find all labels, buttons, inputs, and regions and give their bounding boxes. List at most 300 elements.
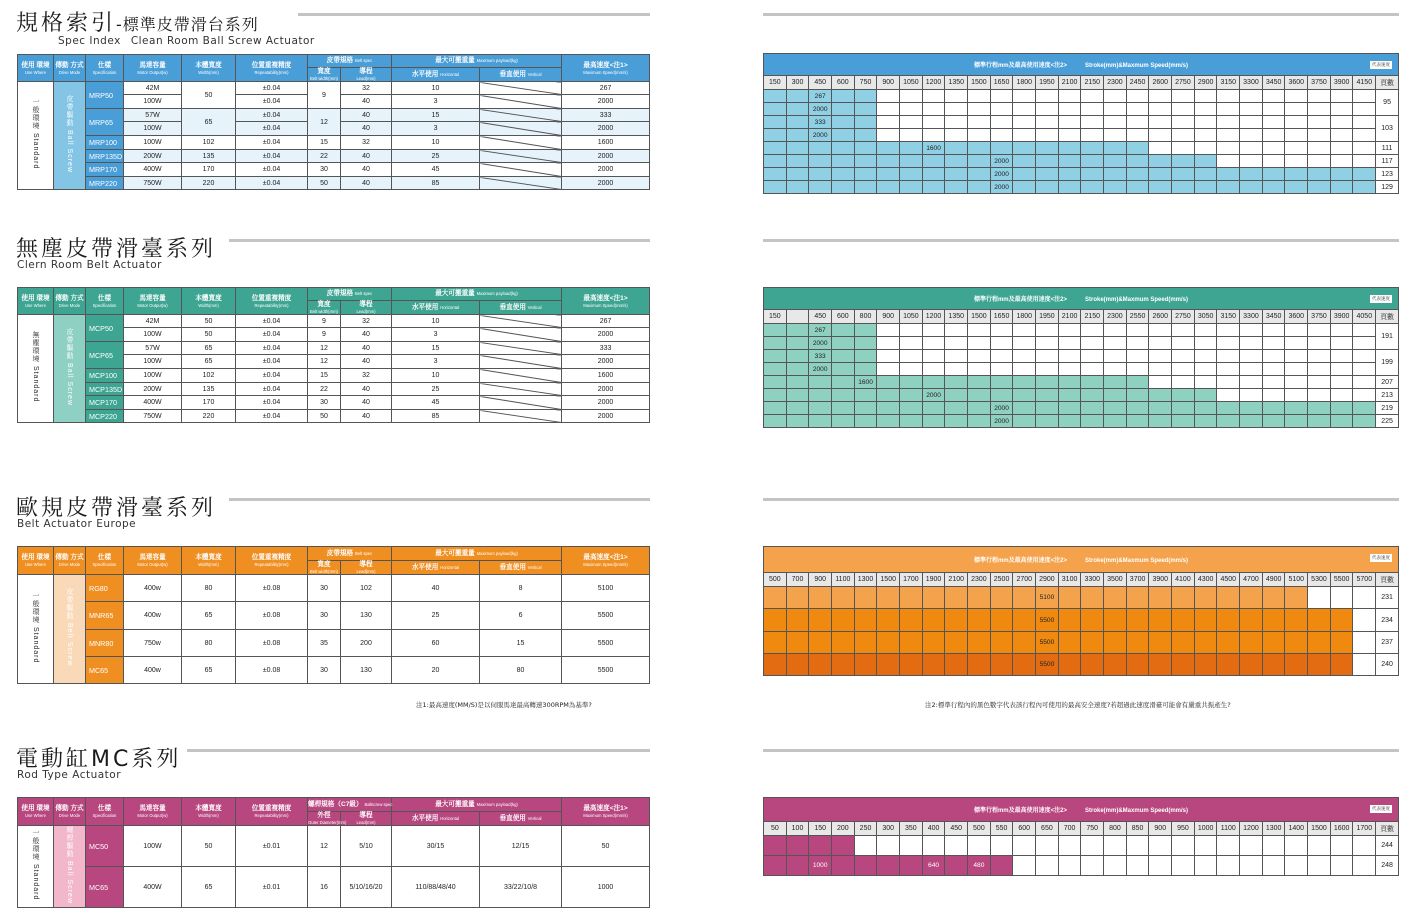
horizontal-cell: 110/88/48/40 xyxy=(392,867,480,908)
belt-width-cell: 30 xyxy=(308,657,341,684)
horizontal-cell: 40 xyxy=(392,575,480,602)
header-width: 本體寬度 Width(mm) xyxy=(182,547,236,575)
stroke-empty-cell xyxy=(1353,856,1376,876)
stroke-bar-cell xyxy=(1013,609,1036,632)
stroke-empty-cell xyxy=(1172,363,1195,376)
header-width: 本體寬度 Width(mm) xyxy=(182,798,236,826)
stroke-empty-cell xyxy=(1172,129,1195,142)
stroke-bar-cell xyxy=(1036,181,1059,194)
header-spec: 仕樣 Specification xyxy=(86,55,124,82)
section-subtitle: Belt Actuator Europe xyxy=(17,518,137,530)
horizontal-cell: 45 xyxy=(392,163,480,177)
motor-cell: 57W xyxy=(124,109,182,122)
stroke-empty-cell xyxy=(900,90,923,103)
table-row xyxy=(18,383,650,396)
model-cell: MCP220 xyxy=(86,410,124,423)
stroke-label: 1350 xyxy=(945,310,968,324)
stroke-empty-cell xyxy=(945,129,968,142)
stroke-empty-cell xyxy=(1194,324,1217,337)
stroke-bar-cell xyxy=(832,587,855,609)
stroke-bar-cell xyxy=(990,389,1013,402)
page-number: 237 xyxy=(1376,632,1399,654)
stroke-label: 1700 xyxy=(900,573,923,587)
stroke-empty-cell xyxy=(1149,90,1172,103)
stroke-bar-cell xyxy=(1217,181,1240,194)
stroke-bar-cell: 1600 xyxy=(854,376,877,389)
page-header: 頁數 xyxy=(1376,822,1399,836)
stroke-empty-cell xyxy=(1262,155,1285,168)
rep-cell: ±0.04 xyxy=(236,328,308,342)
stroke-bar-cell xyxy=(1262,609,1285,632)
rep-cell: ±0.04 xyxy=(236,163,308,177)
stroke-bar-cell xyxy=(1353,168,1376,181)
stroke-label: 200 xyxy=(832,822,855,836)
stroke-bar-cell xyxy=(1126,142,1149,155)
stroke-label: 3750 xyxy=(1308,310,1331,324)
stroke-bar-cell xyxy=(1308,168,1331,181)
stroke-bar-cell xyxy=(1058,587,1081,609)
stroke-label: 150 xyxy=(764,76,787,90)
stroke-empty-cell xyxy=(1330,103,1353,116)
header-speed: 最高速度<注1> Maximum Speed(mm/s) xyxy=(562,798,650,826)
stroke-empty-cell xyxy=(968,103,991,116)
stroke-empty-cell xyxy=(1081,350,1104,363)
horizontal-cell: 60 xyxy=(392,630,480,657)
stroke-bar-cell xyxy=(786,632,809,654)
stroke-bar-cell xyxy=(1126,389,1149,402)
stroke-empty-cell xyxy=(1126,103,1149,116)
lead-cell: 40 xyxy=(341,328,392,342)
stroke-empty-cell xyxy=(1126,856,1149,876)
rep-cell: ±0.08 xyxy=(236,630,308,657)
stroke-empty-cell: 200 xyxy=(877,836,900,856)
stroke-bar-cell xyxy=(1172,654,1195,676)
table-row xyxy=(18,657,650,684)
stroke-bar-cell xyxy=(1104,632,1127,654)
stroke-bar-cell xyxy=(786,376,809,389)
stroke-bar-cell xyxy=(832,836,855,856)
stroke-empty-cell xyxy=(1104,324,1127,337)
vertical-na-cell xyxy=(480,136,562,150)
stroke-bar-cell xyxy=(1217,402,1240,415)
stroke-empty-cell xyxy=(1240,103,1263,116)
stroke-row xyxy=(764,632,1399,654)
motor-cell: 400w xyxy=(124,602,182,630)
stroke-bar-cell: 333 xyxy=(809,116,832,129)
model-cell: MCP100 xyxy=(86,369,124,383)
stroke-bar-cell xyxy=(786,587,809,609)
stroke-grid xyxy=(763,546,1399,676)
stroke-empty-cell xyxy=(1353,337,1376,350)
stroke-bar-cell: 2000 xyxy=(990,402,1013,415)
stroke-bar-cell xyxy=(832,129,855,142)
stroke-empty-cell xyxy=(1194,856,1217,876)
stroke-empty-cell xyxy=(1172,90,1195,103)
stroke-label: 2900 xyxy=(1194,76,1217,90)
stroke-empty-cell xyxy=(1081,129,1104,142)
speed-cell: 1000 xyxy=(562,867,650,908)
rep-cell: ±0.08 xyxy=(236,657,308,684)
stroke-bar-cell xyxy=(854,609,877,632)
vertical-na-cell xyxy=(480,109,562,122)
vertical-na-cell xyxy=(480,355,562,369)
table-row xyxy=(18,342,650,355)
stroke-bar-cell xyxy=(1149,632,1172,654)
stroke-bar-cell xyxy=(1330,168,1353,181)
stroke-label: 1100 xyxy=(1217,822,1240,836)
stroke-bar-cell xyxy=(877,142,900,155)
stroke-label: 50 xyxy=(764,822,787,836)
section-subtitle: Rod Type Actuator xyxy=(17,769,122,781)
stroke-empty-cell xyxy=(1104,350,1127,363)
stroke-label: 700 xyxy=(1058,822,1081,836)
vertical-na-cell xyxy=(480,369,562,383)
vertical-cell: 33/22/10/8 xyxy=(480,867,562,908)
stroke-bar-cell xyxy=(1172,632,1195,654)
stroke-empty-cell xyxy=(1308,155,1331,168)
table-row xyxy=(18,867,650,908)
divider xyxy=(763,498,1399,501)
stroke-bar-cell xyxy=(1240,168,1263,181)
stroke-label: 1500 xyxy=(877,573,900,587)
stroke-empty-cell xyxy=(1262,389,1285,402)
page-number: 207 xyxy=(1376,376,1399,389)
rep-cell: ±0.04 xyxy=(236,383,308,396)
stroke-empty-cell xyxy=(922,836,945,856)
stroke-bar-cell xyxy=(854,415,877,428)
stroke-bar-cell xyxy=(1194,609,1217,632)
stroke-label: 3750 xyxy=(1308,76,1331,90)
stroke-empty-cell xyxy=(854,836,877,856)
header-repeatability: 位置重複精度 Repeatability(mm) xyxy=(236,288,308,315)
vertical-cell: 8 xyxy=(480,575,562,602)
horizontal-cell: 20 xyxy=(392,657,480,684)
stroke-bar-cell xyxy=(1058,389,1081,402)
stroke-bar-cell xyxy=(786,363,809,376)
stroke-bar-cell xyxy=(764,415,787,428)
stroke-bar-cell xyxy=(1330,415,1353,428)
stroke-empty-cell xyxy=(1217,90,1240,103)
stroke-row xyxy=(764,402,1399,415)
stroke-empty-cell xyxy=(1240,116,1263,129)
stroke-empty-cell xyxy=(1149,129,1172,142)
stroke-bar-cell xyxy=(1081,142,1104,155)
belt-width-cell: 22 xyxy=(308,150,341,163)
stroke-empty-cell xyxy=(1330,116,1353,129)
stroke-empty-cell xyxy=(1353,116,1376,129)
stroke-label: 750 xyxy=(854,76,877,90)
stroke-empty-cell xyxy=(1308,389,1331,402)
stroke-bar-cell xyxy=(809,836,832,856)
stroke-bar-cell xyxy=(1013,389,1036,402)
stroke-bar-cell xyxy=(877,415,900,428)
belt-width-cell: 12 xyxy=(308,355,341,369)
stroke-empty-cell xyxy=(1353,632,1376,654)
stroke-label: 500 xyxy=(968,822,991,836)
stroke-empty-cell xyxy=(1240,337,1263,350)
stroke-label: 3150 xyxy=(1217,76,1240,90)
stroke-bar-cell: 2000 xyxy=(809,363,832,376)
stroke-bar-cell xyxy=(764,389,787,402)
stroke-empty-cell xyxy=(1172,324,1195,337)
spec-table xyxy=(17,287,650,423)
stroke-bar-cell xyxy=(1240,181,1263,194)
vertical-na-cell xyxy=(480,150,562,163)
header-outer-diameter: 外徑 Outer Diameter(mm) xyxy=(308,812,347,825)
rep-cell: ±0.01 xyxy=(236,826,308,867)
stroke-bar-cell xyxy=(764,129,787,142)
stroke-empty-cell xyxy=(1217,324,1240,337)
stroke-bar-cell xyxy=(1149,654,1172,676)
stroke-empty-cell xyxy=(1217,376,1240,389)
stroke-label: 450 xyxy=(809,310,832,324)
lead-cell: 5/10/16/20 xyxy=(341,867,392,908)
stroke-label: 1950 xyxy=(1036,76,1059,90)
stroke-bar-cell xyxy=(1036,415,1059,428)
stroke-bar-cell xyxy=(990,632,1013,654)
stroke-label: 1800 xyxy=(1013,76,1036,90)
stroke-empty-cell xyxy=(1172,116,1195,129)
stroke-bar-cell: 2000 xyxy=(809,129,832,142)
stroke-label: 400 xyxy=(922,822,945,836)
stroke-empty-cell xyxy=(1194,836,1217,856)
stroke-bar-cell xyxy=(1126,376,1149,389)
stroke-empty-cell xyxy=(1081,90,1104,103)
stroke-empty-cell xyxy=(900,103,923,116)
stroke-grid xyxy=(763,287,1399,428)
stroke-bar-cell: 1600 xyxy=(922,142,945,155)
rep-cell: ±0.08 xyxy=(236,602,308,630)
stroke-label: 1000 xyxy=(1194,822,1217,836)
stroke-row xyxy=(764,155,1399,168)
width-cell: 65 xyxy=(182,109,236,136)
stroke-bar-cell xyxy=(877,632,900,654)
header-spec: 仕樣 Specification xyxy=(86,547,124,575)
header-lead: 導程 Lead(mm) xyxy=(341,68,392,82)
stroke-empty-cell xyxy=(877,129,900,142)
page-number: 225 xyxy=(1376,415,1399,428)
stroke-bar-cell xyxy=(1058,181,1081,194)
stroke-bar-cell xyxy=(764,103,787,116)
header-payload: 最大可搬重量 Maximum payload(kg) xyxy=(392,798,562,812)
stroke-bar-cell xyxy=(854,632,877,654)
width-cell: 65 xyxy=(182,867,236,908)
lead-cell: 32 xyxy=(341,136,392,150)
stroke-bar-cell xyxy=(900,181,923,194)
stroke-bar-cell xyxy=(1172,587,1195,609)
stroke-row xyxy=(764,389,1399,402)
stroke-empty-cell xyxy=(1217,116,1240,129)
stroke-bar-cell xyxy=(945,155,968,168)
stroke-label: 800 xyxy=(1104,822,1127,836)
stroke-empty-cell xyxy=(900,350,923,363)
page-number: 129 xyxy=(1376,181,1399,194)
stroke-header-row xyxy=(764,310,1399,324)
stroke-empty-cell xyxy=(1240,129,1263,142)
stroke-label: 2150 xyxy=(1081,76,1104,90)
stroke-empty-cell xyxy=(1194,142,1217,155)
stroke-row xyxy=(764,103,1399,116)
stroke-label: 3450 xyxy=(1262,76,1285,90)
stroke-bar-cell xyxy=(877,389,900,402)
stroke-empty-cell xyxy=(1013,90,1036,103)
stroke-empty-cell xyxy=(1353,350,1376,363)
stroke-bar-cell xyxy=(1262,181,1285,194)
stroke-bar-cell: 5100 xyxy=(1036,587,1059,609)
stroke-bar-cell xyxy=(900,389,923,402)
header-motor: 馬達容量 Motor Output(w) xyxy=(124,798,182,826)
stroke-empty-cell xyxy=(1149,116,1172,129)
motor-cell: 400W xyxy=(124,396,182,410)
table-row xyxy=(18,315,650,328)
stroke-empty-cell xyxy=(1308,363,1331,376)
stroke-empty-cell xyxy=(1240,350,1263,363)
stroke-bar-cell xyxy=(832,654,855,676)
stroke-bar-cell xyxy=(764,337,787,350)
stroke-bar-cell xyxy=(1194,155,1217,168)
stroke-empty-cell xyxy=(1013,129,1036,142)
header-spec: 仕樣 Specification xyxy=(86,798,124,826)
stroke-empty-cell xyxy=(1262,337,1285,350)
motor-cell: 42M xyxy=(124,315,182,328)
stroke-label: 5700 xyxy=(1353,573,1376,587)
stroke-label: 800 xyxy=(854,310,877,324)
stroke-label: 3500 xyxy=(1104,573,1127,587)
table-row xyxy=(18,410,650,423)
header-drive: 傳動 方式 Drive Mode xyxy=(54,288,86,315)
stroke-bar-cell xyxy=(832,389,855,402)
vertical-na-cell xyxy=(480,410,562,423)
stroke-bar-cell: 5500 xyxy=(1036,654,1059,676)
stroke-bar-cell xyxy=(809,142,832,155)
stroke-bar-cell xyxy=(809,654,832,676)
horizontal-cell: 10 xyxy=(392,315,480,328)
belt-width-cell: 9 xyxy=(308,315,341,328)
width-cell: 220 xyxy=(182,410,236,423)
horizontal-cell: 25 xyxy=(392,602,480,630)
stroke-bar-cell xyxy=(1058,632,1081,654)
divider xyxy=(229,498,650,501)
stroke-bar-cell xyxy=(877,155,900,168)
stroke-empty-cell xyxy=(1353,609,1376,632)
outer-diameter-cell: 12 xyxy=(308,826,341,867)
motor-cell: 400W xyxy=(124,163,182,177)
stroke-label: 900 xyxy=(809,573,832,587)
speed-cell: 2000 xyxy=(562,355,650,369)
stroke-empty-cell xyxy=(1172,337,1195,350)
header-belt: 皮帶規格 Belt spec xyxy=(308,288,392,301)
stroke-bar-cell xyxy=(1013,632,1036,654)
stroke-bar-cell xyxy=(922,654,945,676)
page-number: 234 xyxy=(1376,609,1399,632)
stroke-empty-cell xyxy=(1172,836,1195,856)
stroke-bar-cell xyxy=(786,402,809,415)
stroke-bar-cell xyxy=(1081,654,1104,676)
table-row xyxy=(18,369,650,383)
horizontal-cell: 15 xyxy=(392,342,480,355)
stroke-empty-cell xyxy=(1353,389,1376,402)
page-number: 111 xyxy=(1376,142,1399,155)
stroke-empty-cell xyxy=(1058,350,1081,363)
stroke-empty-cell xyxy=(1036,116,1059,129)
motor-cell: 100W xyxy=(124,122,182,136)
stroke-bar-cell xyxy=(786,836,809,856)
stroke-bar-cell xyxy=(786,654,809,676)
stroke-label: 900 xyxy=(877,76,900,90)
stroke-bar-cell xyxy=(1126,402,1149,415)
outer-diameter-cell: 16 xyxy=(308,867,341,908)
stroke-label: 3600 xyxy=(1285,310,1308,324)
page-number: 199 xyxy=(1376,350,1399,376)
stroke-empty-cell xyxy=(1308,116,1331,129)
stroke-bar-cell xyxy=(786,116,809,129)
stroke-empty-cell xyxy=(877,103,900,116)
stroke-bar-cell xyxy=(1308,654,1331,676)
stroke-bar-cell xyxy=(1330,181,1353,194)
stroke-bar-cell xyxy=(1240,402,1263,415)
stroke-bar-cell xyxy=(854,116,877,129)
stroke-empty-cell xyxy=(1058,856,1081,876)
stroke-label: 1500 xyxy=(1308,822,1331,836)
stroke-label: 2100 xyxy=(1058,310,1081,324)
rep-cell: ±0.04 xyxy=(236,177,308,190)
stroke-bar-cell xyxy=(1217,632,1240,654)
stroke-bar-cell xyxy=(1285,632,1308,654)
stroke-empty-cell xyxy=(1262,376,1285,389)
divider xyxy=(763,239,1399,242)
stroke-empty-cell xyxy=(1217,155,1240,168)
stroke-bar-cell xyxy=(809,181,832,194)
stroke-bar-cell xyxy=(764,587,787,609)
stroke-empty-cell xyxy=(1058,337,1081,350)
stroke-empty-cell xyxy=(1330,389,1353,402)
section-subtitle xyxy=(58,35,315,47)
speed-cell: 333 xyxy=(562,342,650,355)
stroke-bar-cell xyxy=(1036,389,1059,402)
belt-width-cell: 12 xyxy=(308,342,341,355)
stroke-empty-cell xyxy=(1330,836,1353,856)
drive-cell: 螺桿驅動 Ball Screw xyxy=(54,826,86,908)
stroke-empty-cell xyxy=(1149,337,1172,350)
stroke-empty-cell xyxy=(1149,836,1172,856)
speed-cell: 333 xyxy=(562,109,650,122)
motor-cell: 100W xyxy=(124,95,182,109)
stroke-empty-cell xyxy=(1217,836,1240,856)
stroke-bar-cell xyxy=(786,129,809,142)
stroke-empty-cell xyxy=(1308,350,1331,363)
stroke-empty-cell xyxy=(1104,337,1127,350)
stroke-empty-cell xyxy=(1217,389,1240,402)
stroke-empty-cell xyxy=(1330,856,1353,876)
width-cell: 170 xyxy=(182,396,236,410)
table-row xyxy=(18,163,650,177)
header-width: 本體寬度 Width(mm) xyxy=(182,288,236,315)
stroke-empty-cell xyxy=(922,363,945,376)
stroke-bar-cell xyxy=(832,324,855,337)
stroke-empty-cell xyxy=(990,324,1013,337)
stroke-empty-cell xyxy=(990,90,1013,103)
stroke-label: 1100 xyxy=(832,573,855,587)
stroke-bar-cell xyxy=(968,181,991,194)
stroke-bar-cell xyxy=(809,168,832,181)
env-cell: 無塵環境 Standard xyxy=(18,315,54,423)
stroke-label: 1200 xyxy=(922,310,945,324)
stroke-bar-cell xyxy=(809,415,832,428)
stroke-bar-cell xyxy=(854,402,877,415)
stroke-label: 600 xyxy=(832,76,855,90)
stroke-bar-cell xyxy=(1217,609,1240,632)
stroke-bar-cell xyxy=(809,587,832,609)
